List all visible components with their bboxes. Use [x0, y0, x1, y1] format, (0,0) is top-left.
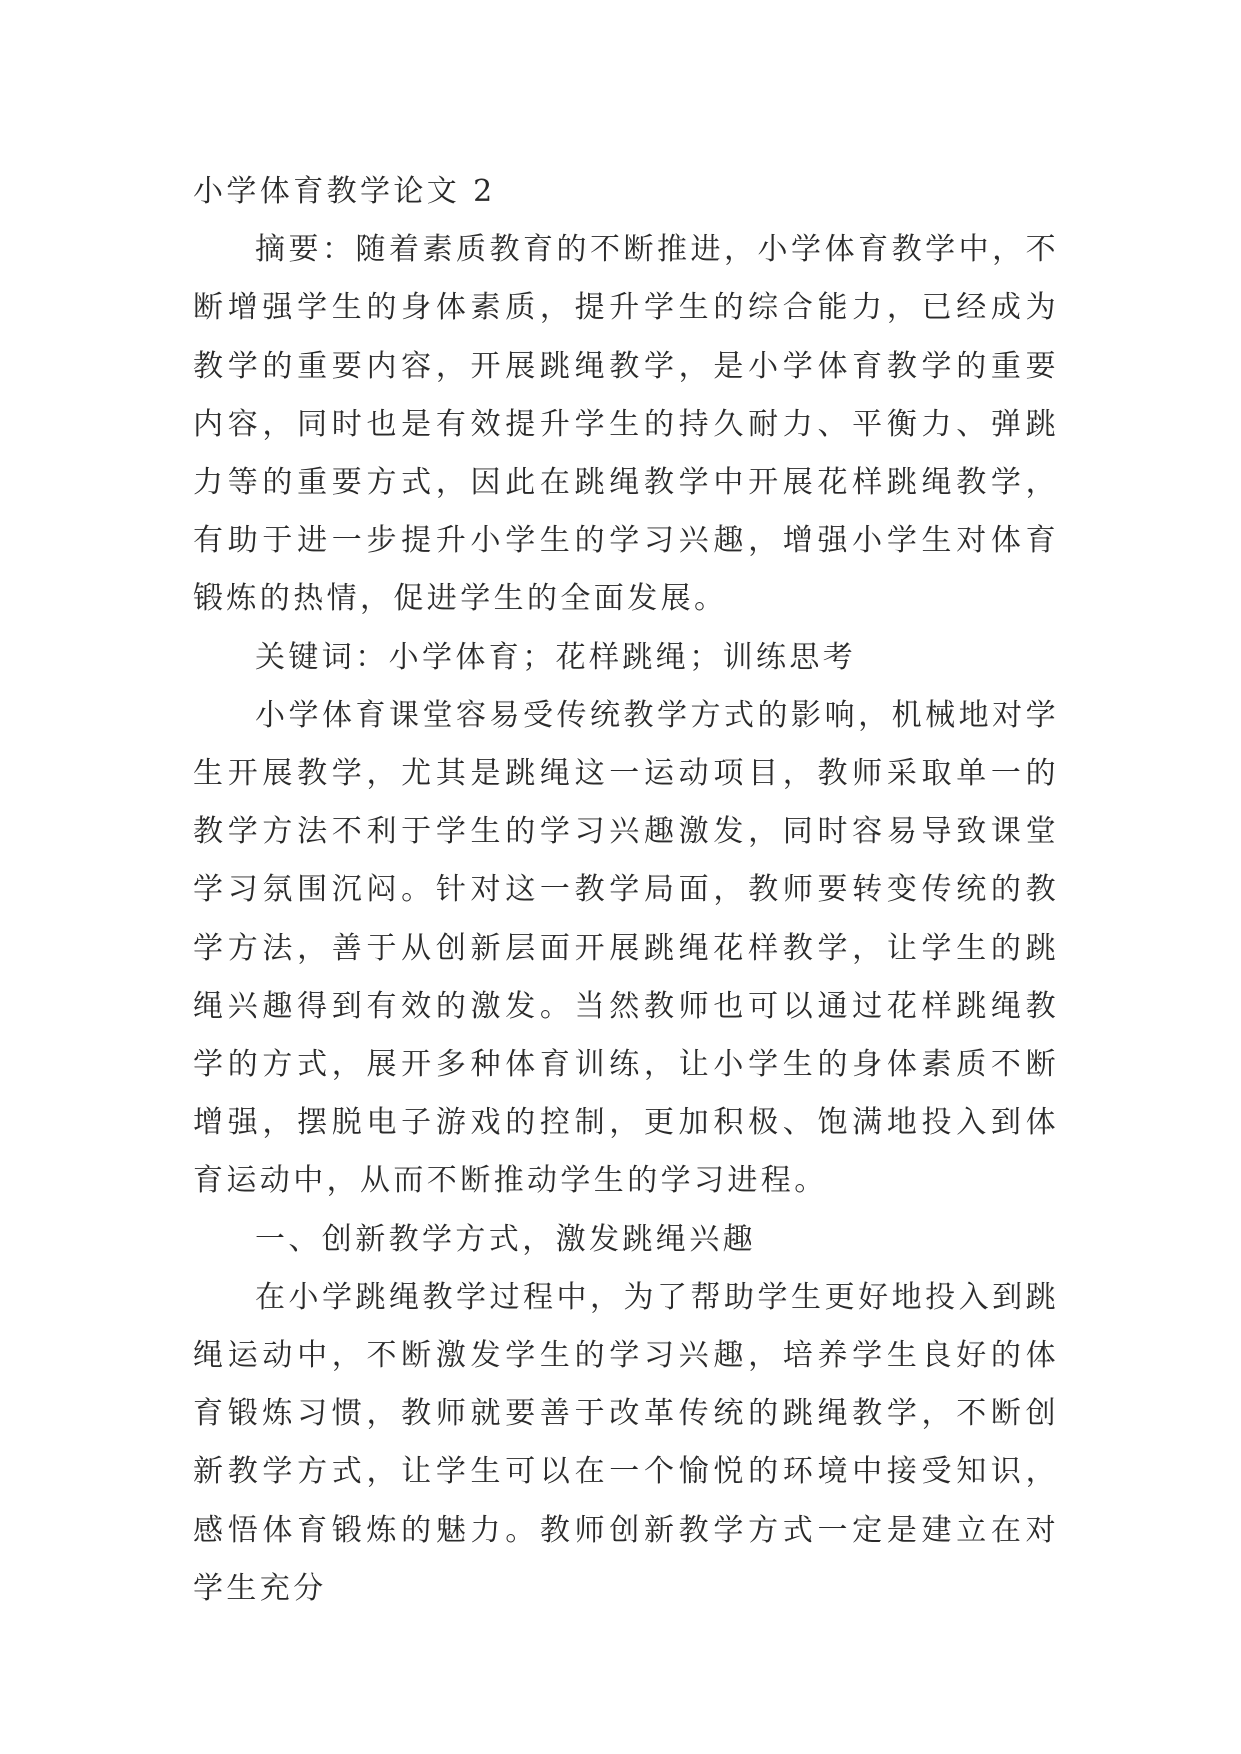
abstract-paragraph: 摘要：随着素质教育的不断推进，小学体育教学中，不断增强学生的身体素质，提升学生的综合能力，已经成为教学的重要内容，开展跳绳教学，是小学体育教学的重要内容，同时也是有效提升学生的持久耐力、平衡力、弹跳力等的重要方式，因此在跳绳教学中开展花样跳绳教学，有助于进一步提升小学生的学习兴趣，增强小学生对体育锻炼的热情，促进学生的全面发展。 [193, 232, 1059, 617]
section-paragraph: 在小学跳绳教学过程中，为了帮助学生更好地投入到跳绳运动中，不断激发学生的学习兴趣，培养学生良好的体育锻炼习惯，教师就要善于改革传统的跳绳教学，不断创新教学方式，让学生可以在一个愉悦的环境中接受知识，感悟体育锻炼的魅力。教师创新教学方式一定是建立在对学生充分 [193, 1279, 1059, 1606]
intro-paragraph: 小学体育课堂容易受传统教学方式的影响，机械地对学生开展教学，尤其是跳绳这一运动项目，教师采取单一的教学方法不利于学生的学习兴趣激发，同时容易导致课堂学习氛围沉闷。针对这一教学局面，教师要转变传统的教学方法，善于从创新层面开展跳绳花样教学，让学生的跳绳兴趣得到有效的激发。当然教师也可以通过花样跳绳教学的方式，展开多种体育训练，让小学生的身体素质不断增强，摆脱电子游戏的控制，更加积极、饱满地投入到体育运动中，从而不断推动学生的学习进程。 [193, 697, 1059, 1199]
document-title: 小学体育教学论文 2 [193, 174, 496, 209]
section-heading: 一、创新教学方式，激发跳绳兴趣 [255, 1221, 756, 1257]
keywords-paragraph: 关键词：小学体育；花样跳绳；训练思考 [255, 639, 857, 675]
document-body [193, 163, 1059, 1618]
